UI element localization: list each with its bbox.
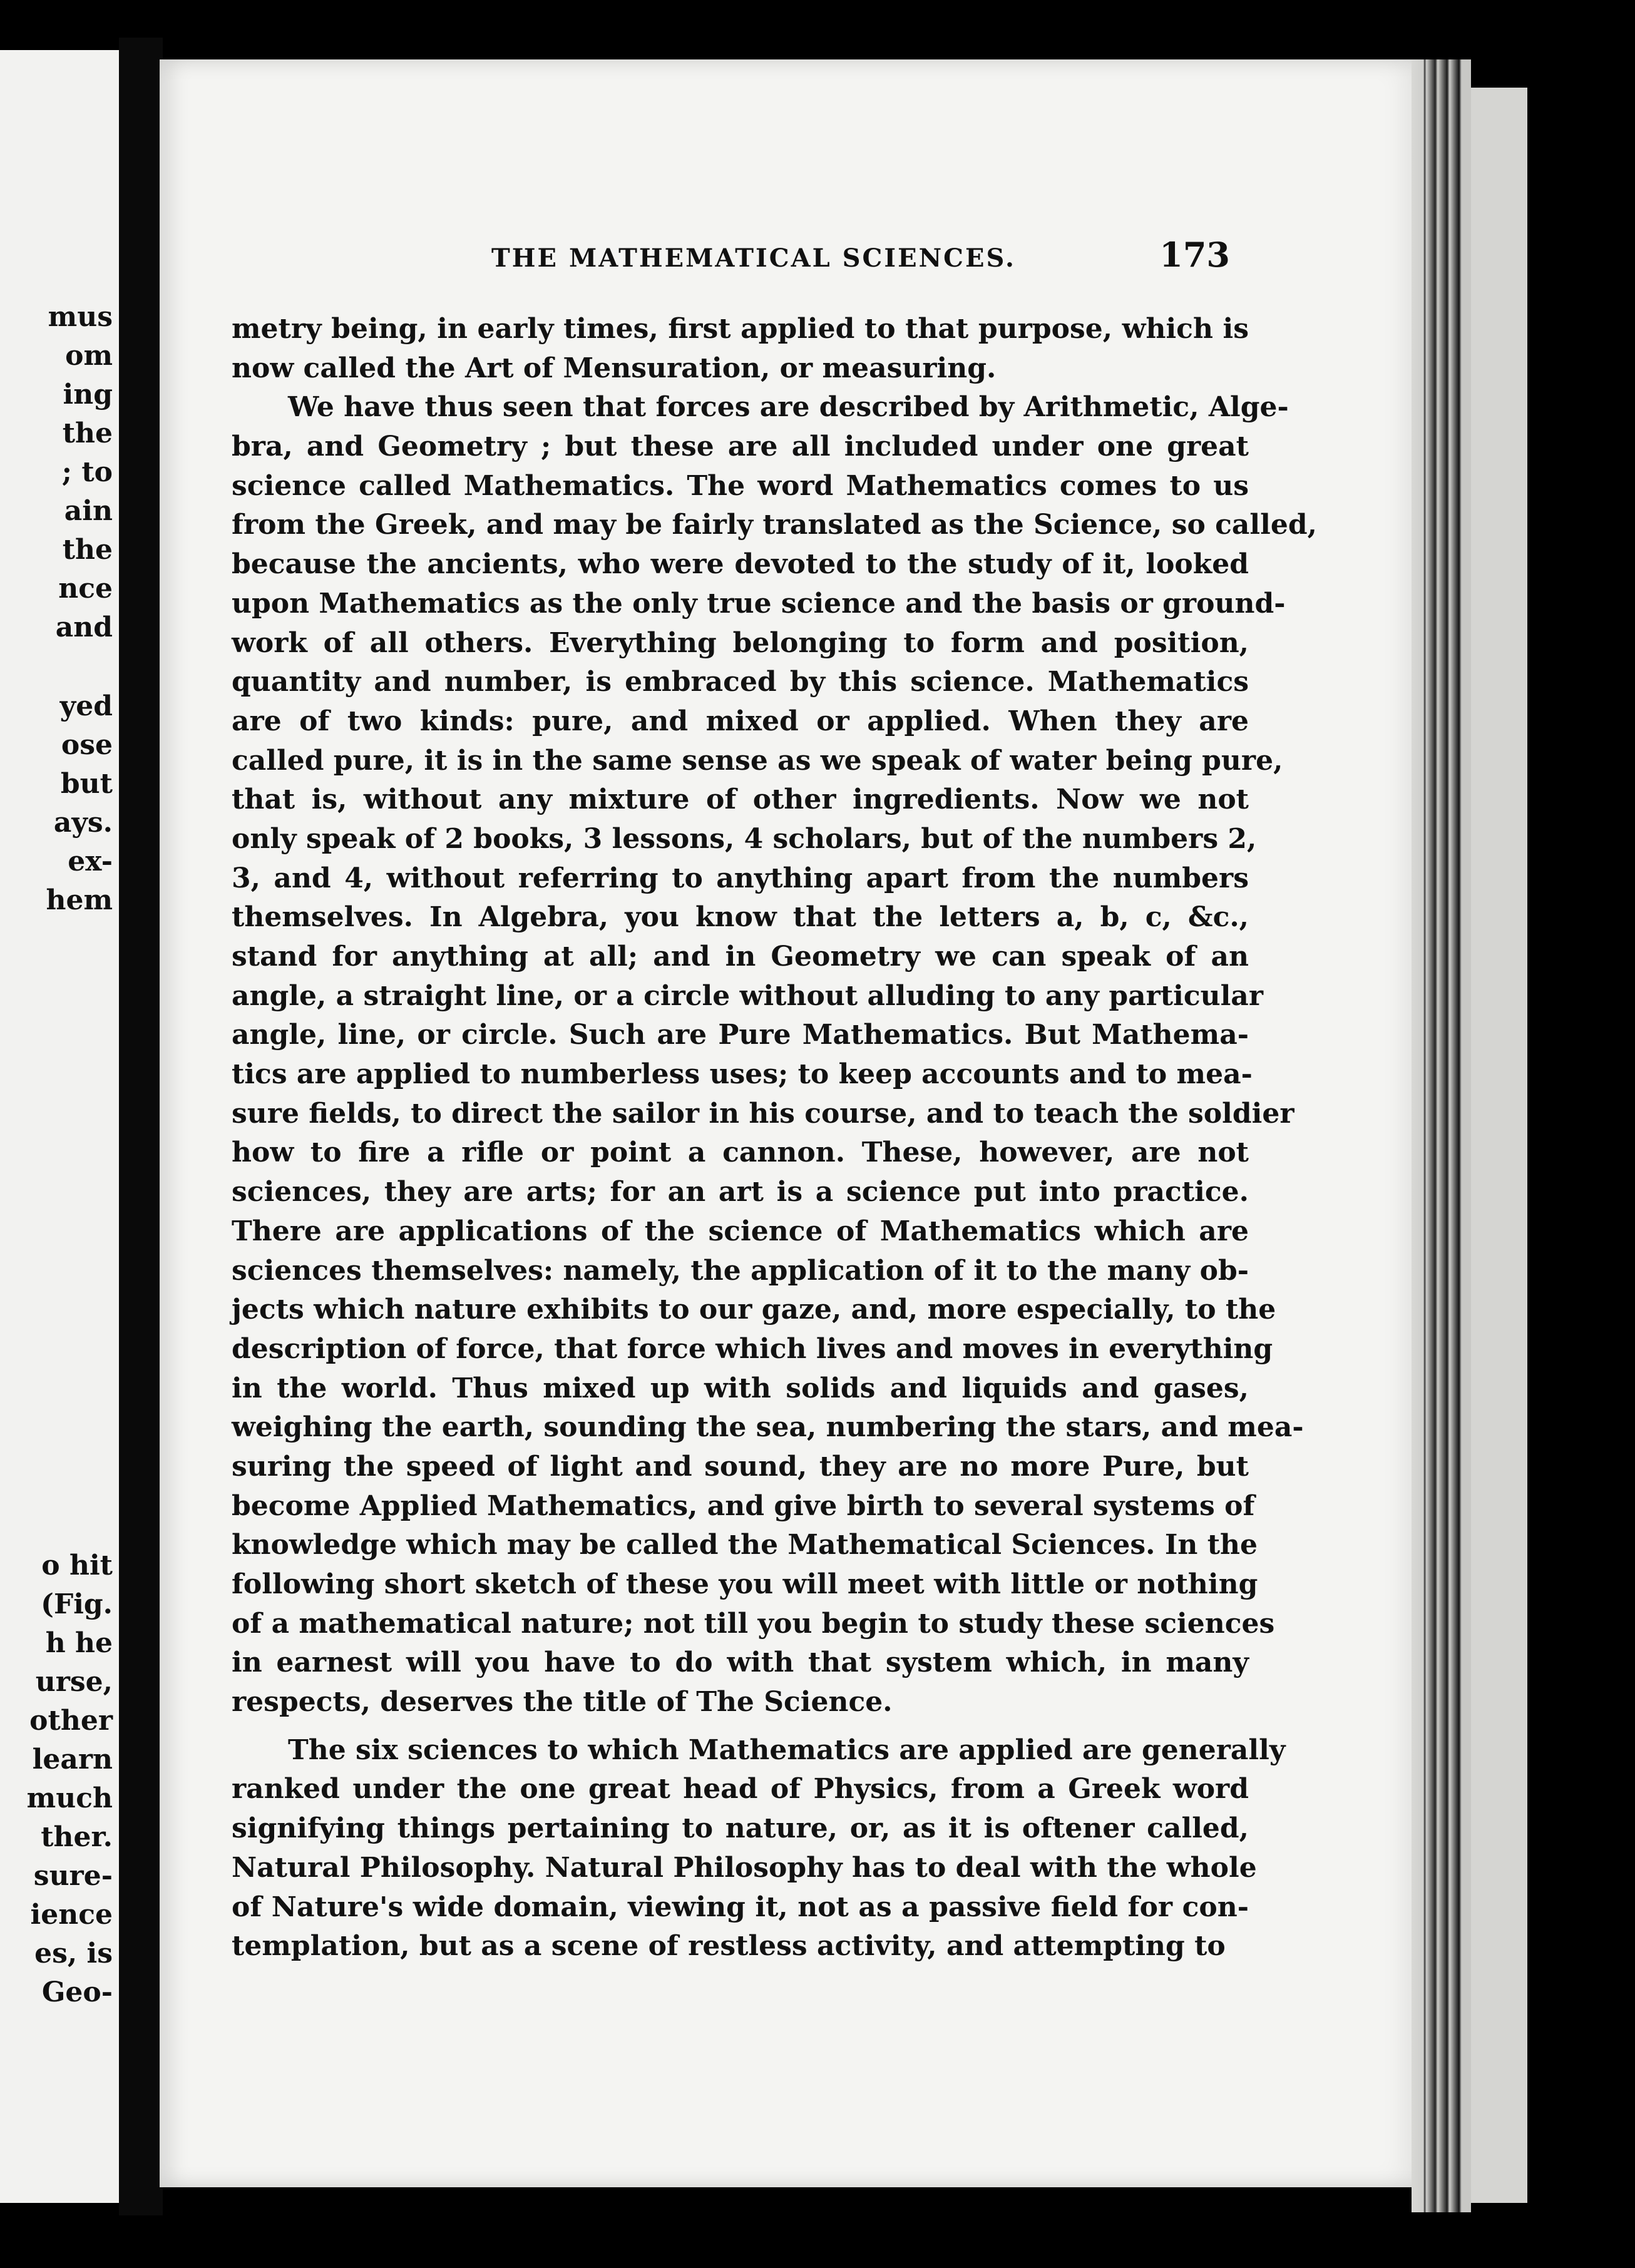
text-line: sciences themselves: namely, the application of it to the many ob-: [232, 1254, 1249, 1287]
text-line: We have thus seen that forces are described by Arithmetic, Alge-: [288, 391, 1289, 424]
facing-page-fragment: es, is: [34, 1938, 113, 1969]
text-line: sure fields, to direct the sailor in his course, and to teach the soldier: [232, 1097, 1294, 1130]
facing-page-fragment: ose: [61, 729, 113, 761]
text-line: of a mathematical nature; not till you begin to study these sciences: [232, 1607, 1275, 1640]
text-line: ranked under the one great head of Physics, from a Greek word: [232, 1773, 1249, 1806]
text-line: respects, deserves the title of The Science.: [232, 1686, 893, 1719]
text-line: Natural Philosophy. Natural Philosophy has to deal with the whole: [232, 1851, 1257, 1884]
cover-edge: [1471, 88, 1527, 2203]
body-text: [232, 310, 1317, 1966]
facing-page-fragment: yed: [59, 690, 113, 722]
text-line: The six sciences to which Mathematics are applied are generally: [288, 1734, 1286, 1766]
paragraph-mathematics: [232, 388, 1317, 1722]
text-line: tics are applied to numberless uses; to keep accounts and to mea-: [232, 1058, 1253, 1091]
facing-page-fragment: ain: [64, 495, 113, 527]
text-line: become Applied Mathematics, and give birth to several systems of: [232, 1489, 1255, 1522]
text-line: how to fire a rifle or point a cannon. These, however, are not: [232, 1137, 1249, 1169]
text-line: weighing the earth, sounding the sea, numbering the stars, and mea-: [232, 1411, 1304, 1444]
facing-page-fragment: nce: [58, 573, 113, 605]
facing-page-fragment: h he: [45, 1627, 113, 1659]
text-line: that is, without any mixture of other ingredients. Now we not: [232, 784, 1249, 816]
text-line: stand for anything at all; and in Geometry we can speak of an: [232, 941, 1249, 973]
text-line: following short sketch of these you will meet with little or nothing: [232, 1568, 1258, 1600]
facing-page-fragment: ; to: [61, 456, 113, 488]
text-line: upon Mathematics as the only true science and the basis or ground-: [232, 587, 1286, 620]
text-line: from the Greek, and may be fairly translated as the Science, so called,: [232, 509, 1317, 541]
text-line: sciences, they are arts; for an art is a science put into practice.: [232, 1176, 1249, 1208]
text-line: jects which nature exhibits to our gaze, and, more especially, to the: [232, 1294, 1276, 1326]
text-line: 3, and 4, without referring to anything apart from the numbers: [232, 862, 1249, 894]
text-line: in the world. Thus mixed up with solids and liquids and gases,: [232, 1372, 1249, 1404]
facing-page-fragment: the: [62, 417, 113, 449]
facing-page-fragment: hem: [46, 884, 113, 916]
text-line: themselves. In Algebra, you know that the letters a, b, c, &c.,: [232, 901, 1249, 934]
text-line: only speak of 2 books, 3 lessons, 4 scholars, but of the numbers 2,: [232, 822, 1257, 855]
facing-page-fragment: the: [62, 534, 113, 566]
text-line: of Nature's wide domain, viewing it, not as a passive field for con-: [232, 1891, 1249, 1923]
page-number: 173: [1159, 235, 1230, 275]
facing-page-fragment: learn: [32, 1744, 113, 1775]
facing-page-fragment: o hit: [41, 1550, 113, 1581]
facing-page-fragment: Geo-: [41, 1976, 113, 2008]
facing-page-fragment: much: [26, 1782, 113, 1814]
book-gutter: [119, 38, 163, 2215]
text-line: suring the speed of light and sound, they are no more Pure, but: [232, 1450, 1249, 1483]
text-line: metry being, in early times, first applied to that purpose, which is: [232, 313, 1249, 345]
text-line: quantity and number, is embraced by this science. Mathematics: [232, 666, 1249, 698]
facing-page-fragment: other: [29, 1705, 113, 1737]
text-line: angle, a straight line, or a circle without alluding to any particular: [232, 979, 1264, 1012]
text-line: bra, and Geometry ; but these are all included under one great: [232, 431, 1249, 463]
paragraph-physics: [232, 1731, 1286, 1966]
text-line: There are applications of the science of Mathematics which are: [232, 1215, 1249, 1247]
facing-page-fragment: (Fig.: [41, 1588, 113, 1620]
text-line: templation, but as a scene of restless activity, and attempting to: [232, 1930, 1226, 1963]
facing-page-fragment: but: [60, 768, 113, 800]
facing-page-fragment: mus: [48, 301, 113, 333]
facing-page-fragment: ing: [63, 379, 113, 411]
running-head-title: THE MATHEMATICAL SCIENCES.: [491, 243, 1016, 273]
text-line: now called the Art of Mensuration, or measuring.: [232, 352, 997, 384]
facing-page-fragment: ex-: [68, 845, 113, 877]
facing-page-fragment: urse,: [35, 1666, 113, 1698]
facing-page-fragment: om: [65, 340, 113, 372]
text-line: angle, line, or circle. Such are Pure Mathematics. But Mathema-: [232, 1019, 1249, 1051]
text-line: in earnest will you have to do with that system which, in many: [232, 1647, 1249, 1679]
paragraph-continued: [232, 310, 1249, 388]
facing-page-fragment: ience: [30, 1899, 113, 1931]
text-line: description of force, that force which lives and moves in everything: [232, 1332, 1273, 1365]
text-line: called pure, it is in the same sense as we speak of water being pure,: [232, 744, 1283, 777]
page-edge-stack: [1412, 59, 1471, 2212]
facing-page-fragment: ays.: [53, 807, 113, 839]
running-head: [178, 235, 1230, 278]
text-line: signifying things pertaining to nature, or, as it is oftener called,: [232, 1812, 1249, 1845]
facing-page-fragment: ther.: [41, 1821, 113, 1853]
facing-page-fragment: and: [55, 611, 113, 643]
text-line: because the ancients, who were devoted to the study of it, looked: [232, 548, 1249, 581]
facing-page: [0, 50, 119, 2203]
text-line: are of two kinds: pure, and mixed or applied. When they are: [232, 705, 1249, 737]
text-line: work of all others. Everything belonging to form and position,: [232, 626, 1249, 659]
facing-page-fragment: sure-: [33, 1860, 113, 1892]
text-line: knowledge which may be called the Mathematical Sciences. In the: [232, 1529, 1258, 1561]
text-line: science called Mathematics. The word Mathematics comes to us: [232, 469, 1249, 502]
